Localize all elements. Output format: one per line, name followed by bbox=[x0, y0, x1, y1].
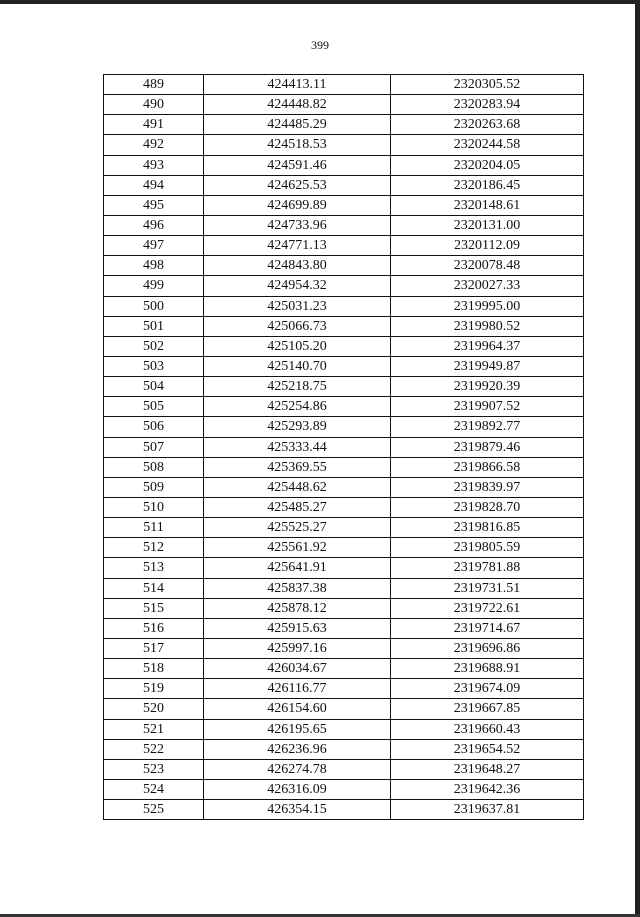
x-coordinate-cell: 425561.92 bbox=[204, 538, 391, 558]
table-row bbox=[104, 699, 584, 719]
table-row bbox=[104, 618, 584, 638]
point-number-cell: 518 bbox=[104, 659, 204, 679]
point-number-cell: 502 bbox=[104, 336, 204, 356]
x-coordinate-cell: 424591.46 bbox=[204, 155, 391, 175]
point-number-cell: 516 bbox=[104, 618, 204, 638]
x-coordinate-cell: 424485.29 bbox=[204, 115, 391, 135]
table-row bbox=[104, 175, 584, 195]
y-coordinate-cell: 2319920.39 bbox=[391, 377, 584, 397]
point-number-cell: 525 bbox=[104, 800, 204, 820]
x-coordinate-cell: 425254.86 bbox=[204, 397, 391, 417]
point-number-cell: 495 bbox=[104, 195, 204, 215]
x-coordinate-cell: 424843.80 bbox=[204, 256, 391, 276]
x-coordinate-cell: 425140.70 bbox=[204, 356, 391, 376]
x-coordinate-cell: 426236.96 bbox=[204, 739, 391, 759]
x-coordinate-cell: 425293.89 bbox=[204, 417, 391, 437]
x-coordinate-cell: 425997.16 bbox=[204, 638, 391, 658]
y-coordinate-cell: 2320131.00 bbox=[391, 215, 584, 235]
x-coordinate-cell: 425878.12 bbox=[204, 598, 391, 618]
y-coordinate-cell: 2319722.61 bbox=[391, 598, 584, 618]
point-number-cell: 491 bbox=[104, 115, 204, 135]
point-number-cell: 492 bbox=[104, 135, 204, 155]
x-coordinate-cell: 426316.09 bbox=[204, 779, 391, 799]
y-coordinate-cell: 2319980.52 bbox=[391, 316, 584, 336]
table-row bbox=[104, 659, 584, 679]
y-coordinate-cell: 2319667.85 bbox=[391, 699, 584, 719]
point-number-cell: 513 bbox=[104, 558, 204, 578]
point-number-cell: 524 bbox=[104, 779, 204, 799]
y-coordinate-cell: 2319879.46 bbox=[391, 437, 584, 457]
point-number-cell: 497 bbox=[104, 236, 204, 256]
point-number-cell: 499 bbox=[104, 276, 204, 296]
table-row bbox=[104, 155, 584, 175]
table-row bbox=[104, 296, 584, 316]
x-coordinate-cell: 426154.60 bbox=[204, 699, 391, 719]
y-coordinate-cell: 2319949.87 bbox=[391, 356, 584, 376]
x-coordinate-cell: 426195.65 bbox=[204, 719, 391, 739]
y-coordinate-cell: 2319964.37 bbox=[391, 336, 584, 356]
y-coordinate-cell: 2319866.58 bbox=[391, 457, 584, 477]
table-row bbox=[104, 75, 584, 95]
point-number-cell: 509 bbox=[104, 477, 204, 497]
y-coordinate-cell: 2320283.94 bbox=[391, 95, 584, 115]
y-coordinate-cell: 2319660.43 bbox=[391, 719, 584, 739]
y-coordinate-cell: 2319781.88 bbox=[391, 558, 584, 578]
table-row bbox=[104, 497, 584, 517]
table-row bbox=[104, 759, 584, 779]
x-coordinate-cell: 424448.82 bbox=[204, 95, 391, 115]
y-coordinate-cell: 2320112.09 bbox=[391, 236, 584, 256]
point-number-cell: 510 bbox=[104, 497, 204, 517]
table-row bbox=[104, 800, 584, 820]
y-coordinate-cell: 2319674.09 bbox=[391, 679, 584, 699]
table-row bbox=[104, 356, 584, 376]
x-coordinate-cell: 424699.89 bbox=[204, 195, 391, 215]
table-row bbox=[104, 95, 584, 115]
y-coordinate-cell: 2319907.52 bbox=[391, 397, 584, 417]
y-coordinate-cell: 2320186.45 bbox=[391, 175, 584, 195]
point-number-cell: 503 bbox=[104, 356, 204, 376]
point-number-cell: 514 bbox=[104, 578, 204, 598]
y-coordinate-cell: 2319892.77 bbox=[391, 417, 584, 437]
table-row bbox=[104, 679, 584, 699]
table-row bbox=[104, 256, 584, 276]
x-coordinate-cell: 425066.73 bbox=[204, 316, 391, 336]
point-number-cell: 519 bbox=[104, 679, 204, 699]
y-coordinate-cell: 2319696.86 bbox=[391, 638, 584, 658]
point-number-cell: 498 bbox=[104, 256, 204, 276]
scan-edge-top bbox=[0, 0, 640, 4]
y-coordinate-cell: 2320078.48 bbox=[391, 256, 584, 276]
point-number-cell: 512 bbox=[104, 538, 204, 558]
point-number-cell: 523 bbox=[104, 759, 204, 779]
point-number-cell: 511 bbox=[104, 518, 204, 538]
y-coordinate-cell: 2320263.68 bbox=[391, 115, 584, 135]
table-row bbox=[104, 377, 584, 397]
y-coordinate-cell: 2319995.00 bbox=[391, 296, 584, 316]
page-number: 399 bbox=[311, 38, 329, 52]
coordinate-table bbox=[103, 74, 584, 820]
table-row bbox=[104, 739, 584, 759]
table-row bbox=[104, 397, 584, 417]
point-number-cell: 489 bbox=[104, 75, 204, 95]
table-row bbox=[104, 417, 584, 437]
x-coordinate-cell: 425485.27 bbox=[204, 497, 391, 517]
point-number-cell: 507 bbox=[104, 437, 204, 457]
table-row bbox=[104, 538, 584, 558]
table-row bbox=[104, 477, 584, 497]
y-coordinate-cell: 2319828.70 bbox=[391, 497, 584, 517]
y-coordinate-cell: 2319654.52 bbox=[391, 739, 584, 759]
table-row bbox=[104, 236, 584, 256]
x-coordinate-cell: 425525.27 bbox=[204, 518, 391, 538]
scan-edge-right bbox=[635, 0, 640, 917]
table-row bbox=[104, 135, 584, 155]
x-coordinate-cell: 424625.53 bbox=[204, 175, 391, 195]
x-coordinate-cell: 425105.20 bbox=[204, 336, 391, 356]
y-coordinate-cell: 2319839.97 bbox=[391, 477, 584, 497]
table-row bbox=[104, 195, 584, 215]
x-coordinate-cell: 425369.55 bbox=[204, 457, 391, 477]
x-coordinate-cell: 425218.75 bbox=[204, 377, 391, 397]
coordinate-table-body bbox=[104, 75, 584, 820]
table-row bbox=[104, 276, 584, 296]
x-coordinate-cell: 425448.62 bbox=[204, 477, 391, 497]
point-number-cell: 506 bbox=[104, 417, 204, 437]
y-coordinate-cell: 2319816.85 bbox=[391, 518, 584, 538]
y-coordinate-cell: 2319648.27 bbox=[391, 759, 584, 779]
table-row bbox=[104, 719, 584, 739]
point-number-cell: 517 bbox=[104, 638, 204, 658]
x-coordinate-cell: 426274.78 bbox=[204, 759, 391, 779]
point-number-cell: 515 bbox=[104, 598, 204, 618]
point-number-cell: 496 bbox=[104, 215, 204, 235]
table-row bbox=[104, 115, 584, 135]
table-row bbox=[104, 638, 584, 658]
y-coordinate-cell: 2320148.61 bbox=[391, 195, 584, 215]
table-row bbox=[104, 336, 584, 356]
x-coordinate-cell: 426354.15 bbox=[204, 800, 391, 820]
table-row bbox=[104, 578, 584, 598]
y-coordinate-cell: 2319731.51 bbox=[391, 578, 584, 598]
x-coordinate-cell: 424954.32 bbox=[204, 276, 391, 296]
x-coordinate-cell: 425837.38 bbox=[204, 578, 391, 598]
point-number-cell: 493 bbox=[104, 155, 204, 175]
table-row bbox=[104, 215, 584, 235]
y-coordinate-cell: 2319637.81 bbox=[391, 800, 584, 820]
y-coordinate-cell: 2319688.91 bbox=[391, 659, 584, 679]
y-coordinate-cell: 2320305.52 bbox=[391, 75, 584, 95]
x-coordinate-cell: 424413.11 bbox=[204, 75, 391, 95]
y-coordinate-cell: 2319642.36 bbox=[391, 779, 584, 799]
table-row bbox=[104, 558, 584, 578]
point-number-cell: 500 bbox=[104, 296, 204, 316]
x-coordinate-cell: 424733.96 bbox=[204, 215, 391, 235]
point-number-cell: 522 bbox=[104, 739, 204, 759]
x-coordinate-cell: 425641.91 bbox=[204, 558, 391, 578]
point-number-cell: 490 bbox=[104, 95, 204, 115]
x-coordinate-cell: 424771.13 bbox=[204, 236, 391, 256]
point-number-cell: 508 bbox=[104, 457, 204, 477]
x-coordinate-cell: 425333.44 bbox=[204, 437, 391, 457]
y-coordinate-cell: 2319805.59 bbox=[391, 538, 584, 558]
point-number-cell: 520 bbox=[104, 699, 204, 719]
x-coordinate-cell: 426116.77 bbox=[204, 679, 391, 699]
table-row bbox=[104, 457, 584, 477]
point-number-cell: 501 bbox=[104, 316, 204, 336]
table-row bbox=[104, 518, 584, 538]
y-coordinate-cell: 2320027.33 bbox=[391, 276, 584, 296]
y-coordinate-cell: 2320204.05 bbox=[391, 155, 584, 175]
y-coordinate-cell: 2319714.67 bbox=[391, 618, 584, 638]
point-number-cell: 521 bbox=[104, 719, 204, 739]
y-coordinate-cell: 2320244.58 bbox=[391, 135, 584, 155]
x-coordinate-cell: 425031.23 bbox=[204, 296, 391, 316]
table-row bbox=[104, 437, 584, 457]
point-number-cell: 494 bbox=[104, 175, 204, 195]
point-number-cell: 505 bbox=[104, 397, 204, 417]
x-coordinate-cell: 426034.67 bbox=[204, 659, 391, 679]
x-coordinate-cell: 425915.63 bbox=[204, 618, 391, 638]
point-number-cell: 504 bbox=[104, 377, 204, 397]
table-row bbox=[104, 598, 584, 618]
table-row bbox=[104, 316, 584, 336]
x-coordinate-cell: 424518.53 bbox=[204, 135, 391, 155]
table-row bbox=[104, 779, 584, 799]
